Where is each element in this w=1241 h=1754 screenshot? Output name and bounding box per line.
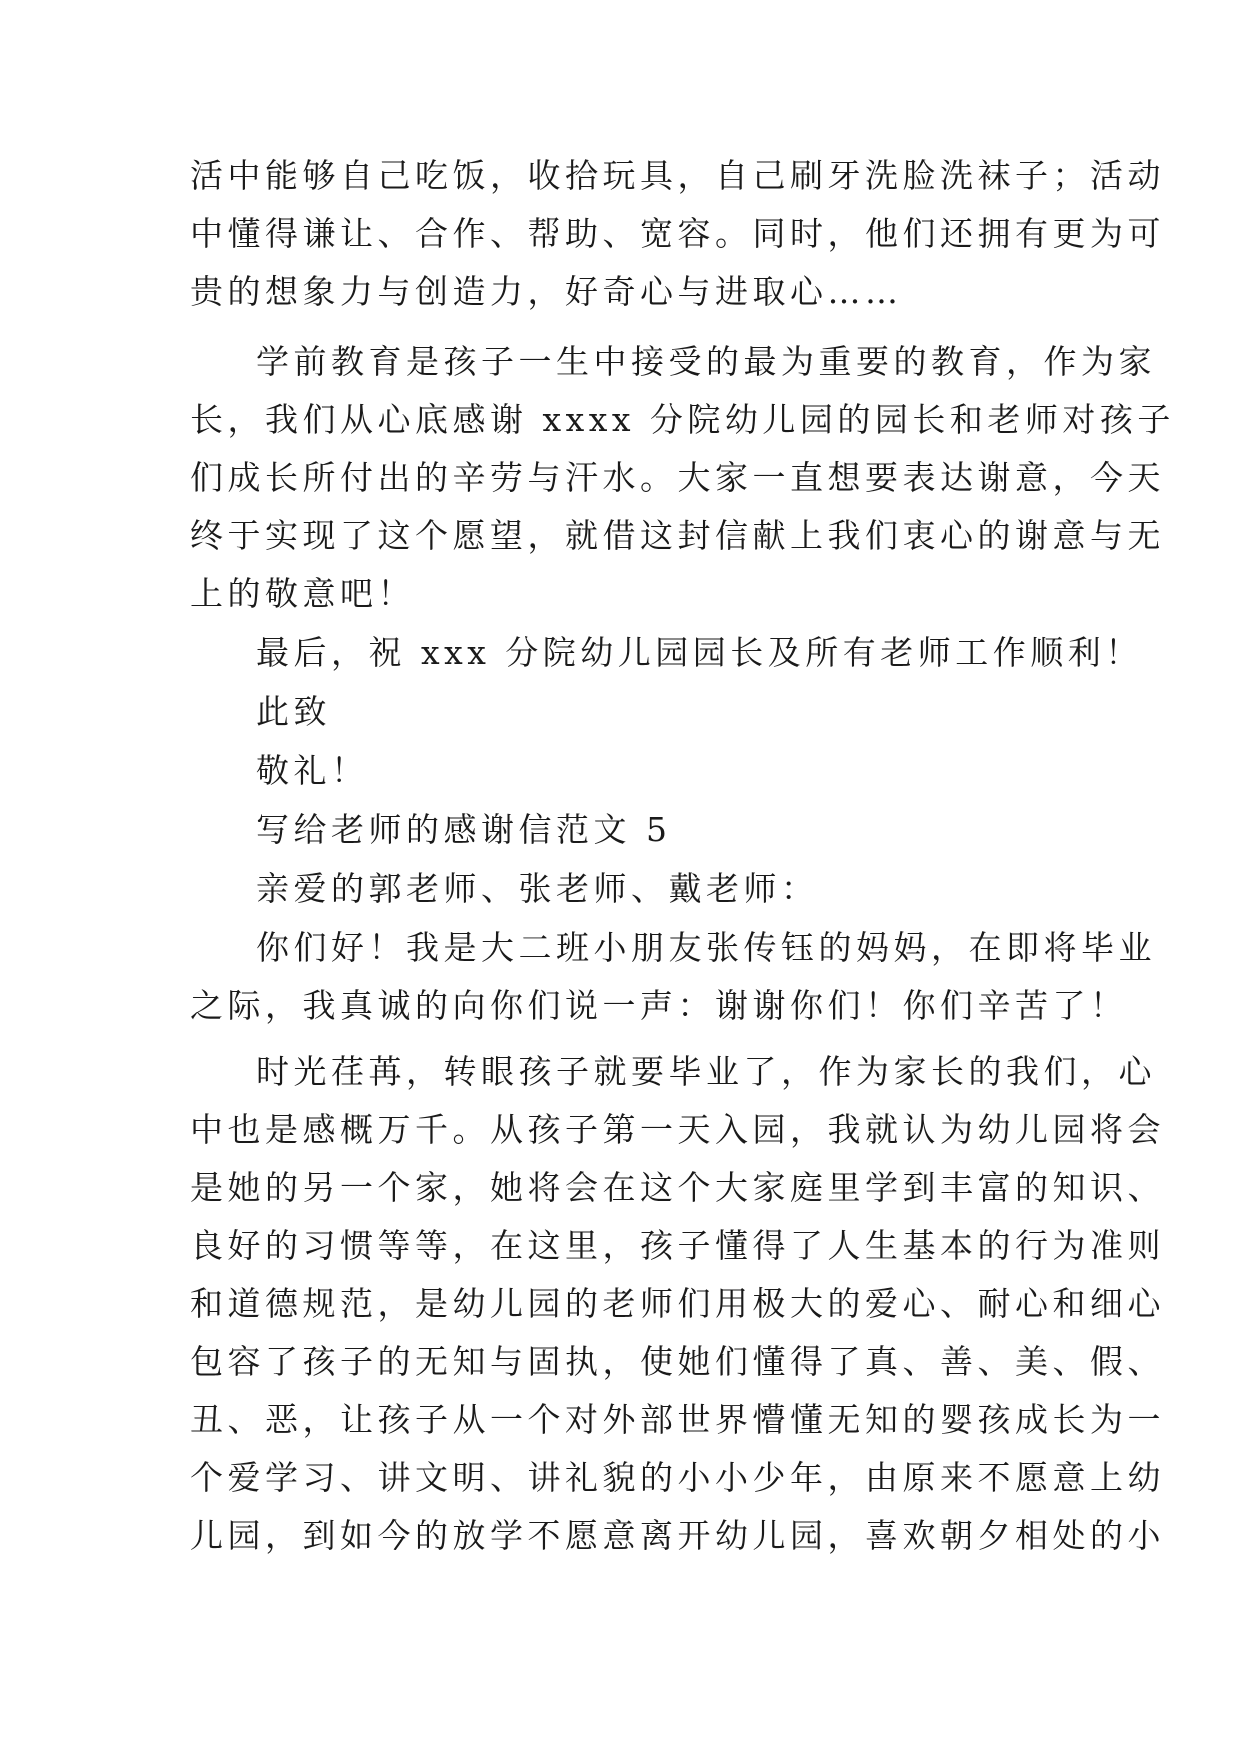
salutation-line: 此致 — [256, 692, 331, 731]
text-line: 和道德规范，是幼儿园的老师们用极大的爱心、耐心和细心 — [190, 1284, 1165, 1323]
salutation-line: 敬礼！ — [256, 751, 369, 790]
text-line: 活中能够自己吃饭，收拾玩具，自己刷牙洗脸洗袜子；活动 — [190, 156, 1165, 195]
text-line: 丑、恶，让孩子从一个对外部世界懵懂无知的婴孩成长为一 — [190, 1400, 1165, 1439]
paragraph-start-line: 学前教育是孩子一生中接受的最为重要的教育，作为家 — [256, 342, 1156, 381]
closing-wish-line: 最后，祝 xxx 分院幼儿园园长及所有老师工作顺利！ — [256, 633, 1143, 672]
text-line: 良好的习惯等等，在这里，孩子懂得了人生基本的行为准则 — [190, 1226, 1165, 1265]
paragraph-start-line: 时光荏苒，转眼孩子就要毕业了，作为家长的我们，心 — [256, 1052, 1156, 1091]
section-heading: 写给老师的感谢信范文 5 — [256, 810, 672, 849]
text-line: 贵的想象力与创造力，好奇心与进取心…… — [190, 272, 903, 311]
text-line: 们成长所付出的辛劳与汗水。大家一直想要表达谢意，今天 — [190, 458, 1165, 497]
text-line: 儿园，到如今的放学不愿意离开幼儿园，喜欢朝夕相处的小 — [190, 1516, 1165, 1555]
paragraph-start-line: 你们好！我是大二班小朋友张传钰的妈妈，在即将毕业 — [256, 928, 1156, 967]
text-line: 终于实现了这个愿望，就借这封信献上我们衷心的谢意与无 — [190, 516, 1165, 555]
text-line: 之际，我真诚的向你们说一声：谢谢你们！你们辛苦了！ — [190, 986, 1128, 1025]
text-line: 包容了孩子的无知与固执，使她们懂得了真、善、美、假、 — [190, 1342, 1165, 1381]
text-line: 上的敬意吧！ — [190, 574, 415, 613]
text-line: 是她的另一个家，她将会在这个大家庭里学到丰富的知识、 — [190, 1168, 1165, 1207]
text-line: 中懂得谦让、合作、帮助、宽容。同时，他们还拥有更为可 — [190, 214, 1165, 253]
text-line: 个爱学习、讲文明、讲礼貌的小小少年，由原来不愿意上幼 — [190, 1458, 1165, 1497]
text-line: 长，我们从心底感谢 xxxx 分院幼儿园的园长和老师对孩子 — [190, 400, 1175, 439]
text-line: 中也是感概万千。从孩子第一天入园，我就认为幼儿园将会 — [190, 1110, 1165, 1149]
letter-greeting: 亲爱的郭老师、张老师、戴老师： — [256, 869, 819, 908]
